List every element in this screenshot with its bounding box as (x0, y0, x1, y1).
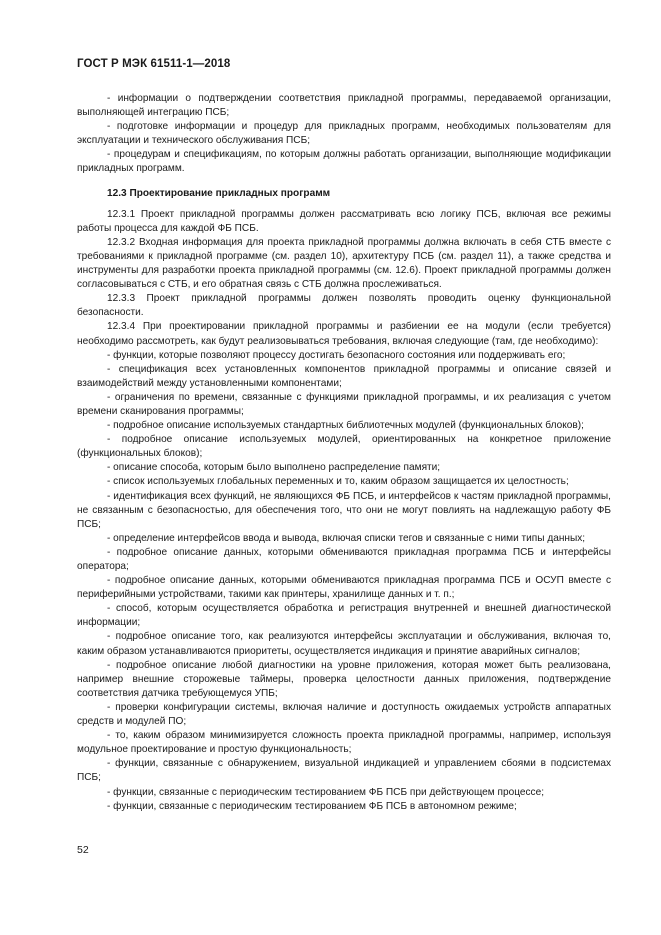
section-body (77, 208, 611, 814)
paragraph: - подробное описание используемых модулей, ориентированных на конкретное приложение (функциональных блоков); (77, 434, 611, 460)
page-number: 52 (77, 844, 89, 856)
paragraph: - подробное описание используемых стандартных библиотечных модулей (функциональных блоков); (107, 420, 584, 432)
paragraph: - функции, которые позволяют процессу достигать безопасного состояния или поддерживать его; (107, 349, 566, 361)
paragraph: - функции, связанные с периодическим тестированием ФБ ПСБ при действующем процессе; (107, 786, 544, 798)
paragraph: - спецификация всех установленных компонентов прикладной программы и описание связей и взаимодействий между установленными компонентами; (77, 363, 611, 389)
paragraph: 12.3.3 Проект прикладной программы должен позволять проводить оценку функциональной безопасности. (77, 293, 611, 319)
paragraph: - определение интерфейсов ввода и вывода, включая списки тегов и связанные с ними типы данных; (107, 532, 586, 544)
paragraph: - идентификация всех функций, не являющихся ФБ ПСБ, и интерфейсов к частям прикладной программы, не связанным с безопасностью, для обеспечения того, что они не могут повлиять на надлежащую работу ФБ ПСБ; (77, 490, 611, 530)
paragraph: 12.3.2 Входная информация для проекта прикладной программы должна включать в себя СТБ вместе с требованиями к прикладной программе (см. раздел 10), архитектуру ПСБ (см. раздел 11), а также средства и инструменты для разработки проекта прикладной программы (см. 12.6). Проект прикладной программы должен согласовываться с СТБ, и его обратная связь с СТБ должна прослеживаться. (77, 236, 611, 291)
paragraph: - функции, связанные с периодическим тестированием ФБ ПСБ в автономном режиме; (107, 800, 517, 812)
paragraph: - подробное описание данных, которыми обмениваются прикладная программа ПСБ и интерфейсы оператора; (77, 546, 611, 572)
paragraph: - описание способа, которым было выполнено распределение памяти; (107, 462, 441, 474)
paragraph: - подробное описание данных, которыми обмениваются прикладная программа ПСБ и ОСУП вместе с периферийными устройствами, такими как принтеры, хранилище данных и т. п.; (77, 575, 611, 601)
paragraph: - процедурам и спецификациям, по которым должны работать организации, выполняющие модификации прикладных программ. (77, 149, 611, 175)
list-before-section (77, 92, 611, 177)
section-heading: 12.3 Проектирование прикладных программ (107, 187, 331, 199)
paragraph: - проверки конфигурации системы, включая наличие и доступность ожидаемых устройств аппаратных средств и модулей ПО; (77, 701, 611, 728)
paragraph: 12.3.4 При проектировании прикладной программы и разбиении ее на модули (если требуется) необходимо рассмотреть, как будут реализовываться требования, включая следующие (там, где необходимо): (77, 321, 611, 347)
paragraph: - функции, связанные с обнаружением, визуальной индикацией и управлением сбоями в подсистемах ПСБ; (77, 758, 611, 784)
paragraph: - список используемых глобальных переменных и то, каким образом защищается их целостность; (107, 476, 569, 488)
paragraph: 12.3.1 Проект прикладной программы должен рассматривать всю логику ПСБ, включая все режимы работы процесса для каждой ФБ ПСБ. (77, 208, 611, 234)
paragraph: - информации о подтверждении соответствия прикладной программы, передаваемой организации, выполняющей интеграцию ПСБ; (77, 93, 611, 119)
paragraph: - способ, которым осуществляется обработка и регистрация внутренней и внешней диагностической информации; (77, 603, 611, 629)
paragraph: - подробное описание того, как реализуются интерфейсы эксплуатации и обслуживания, включая то, каким образом устанавливаются приоритеты, осуществляется индикация и принятие аварийных сигналов; (77, 631, 611, 657)
paragraph: - подготовке информации и процедур для прикладных программ, необходимых пользователям для эксплуатации и технического обслуживания ПСБ; (77, 121, 611, 147)
standard-header: ГОСТ Р МЭК 61511-1—2018 (77, 58, 231, 70)
paragraph: - ограничения по времени, связанные с функциями прикладной программы, и их реализация с учетом времени сканирования программы; (77, 391, 611, 417)
paragraph: - подробное описание любой диагностики на уровне приложения, которая может быть реализована, например внешние сторожевые таймеры, проверка целостности данных приложения, подтверждение соответствия датчика требующемуся УПБ; (77, 659, 611, 699)
document-body (77, 92, 611, 814)
paragraph: - то, каким образом минимизируется сложность проекта прикладной программы, например, используя модульное проектирование и простую функциональность; (77, 730, 611, 756)
